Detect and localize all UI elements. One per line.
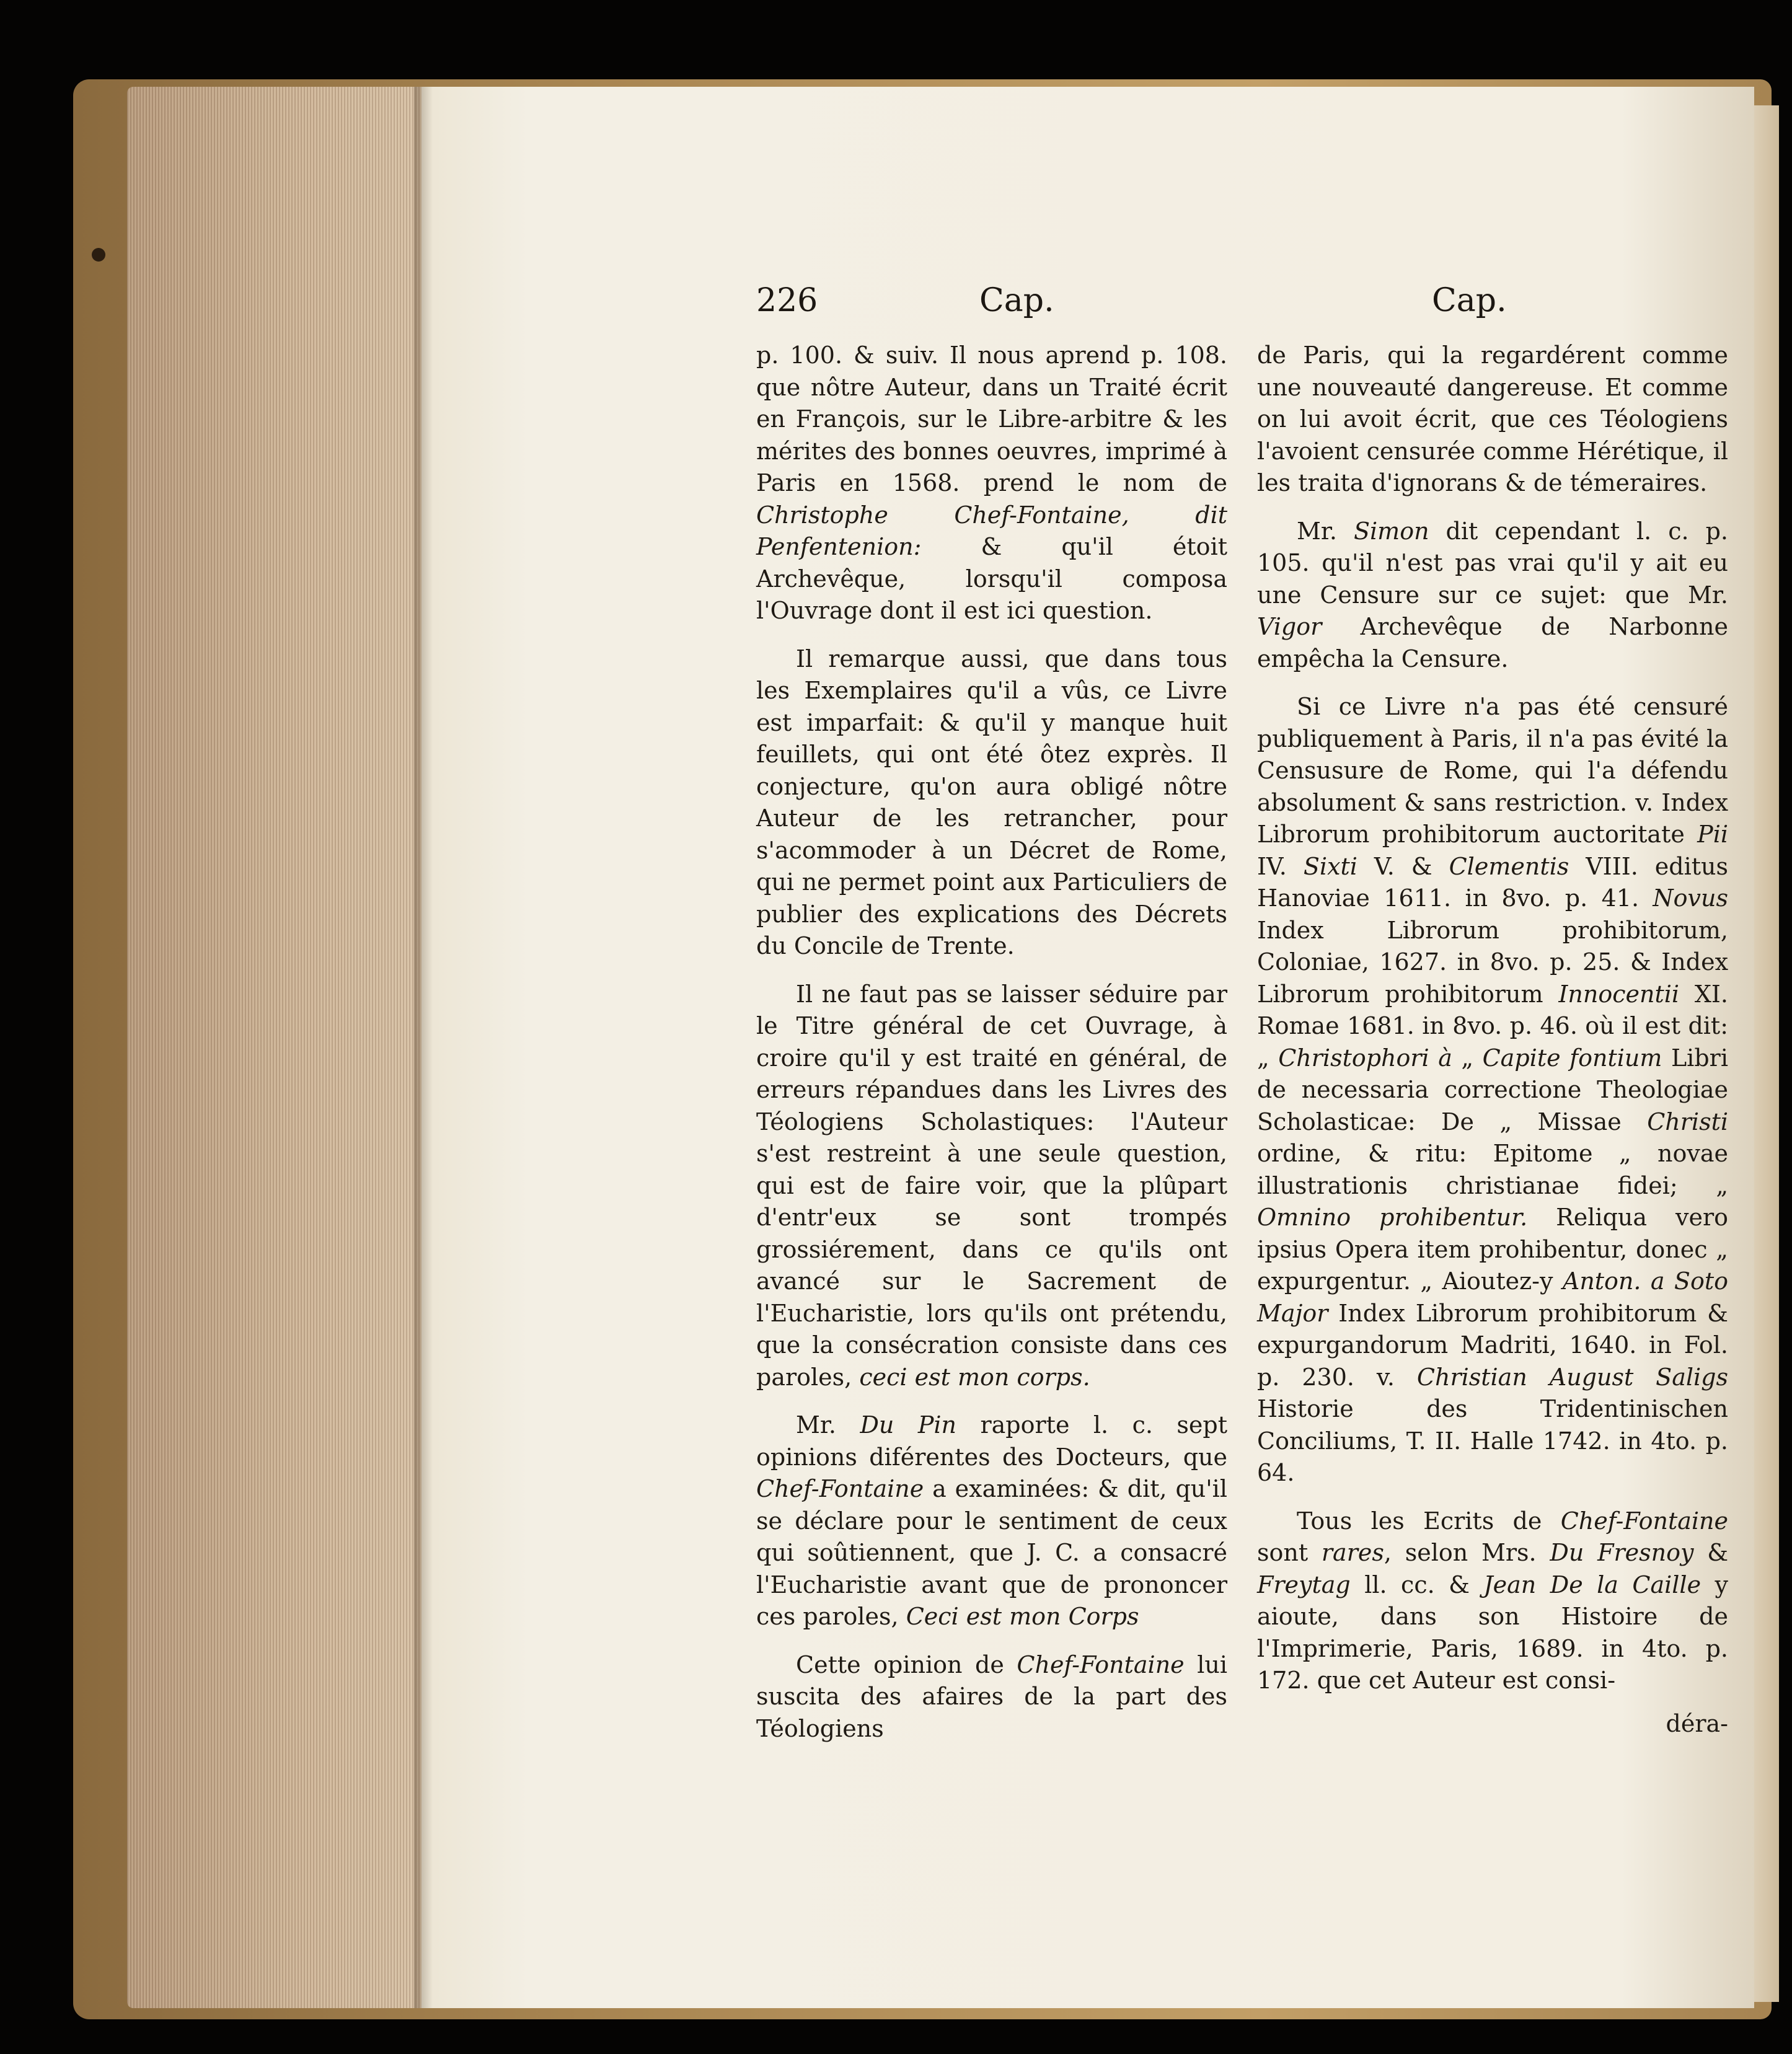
text-run: Il ne faut pas se laisser séduire par le Titre général de cet Ouvrage, à croire qu'il y est traité en général, de erreurs répandues dans les Livres des Téologiens Scholastiques: l'Auteur s'est restreint à une seule question, qui est de faire voir, que la plûpart d'entr'eux se sont trompés grossiérement, dans ce qu'ils ont avancé sur le Sacrement de l'Eucharistie, lors qu'ils ont prétendu, que la consécration consiste dans ces paroles, <box>756 980 1227 1391</box>
gutter-shadow <box>414 87 433 2008</box>
text-run: VIII. editus Hanoviae 1611. in 8vo. p. 41. <box>1257 852 1728 912</box>
text-run: V. & <box>1357 852 1449 880</box>
text-run: a examinées: & dit, qu'il se déclare pour le sentiment de ceux qui soûtiennent, que J. C. a consacré l'Eucharistie avant que de prononcer ces paroles, <box>756 1475 1227 1630</box>
page-number: 226 <box>756 282 818 319</box>
text-run: Il remarque aussi, que dans tous les Exemplaires qu'il a vûs, ce Livre est imparfait: & qu'il y manque huit feuillets, qui ont été ôtez exprès. Il conjecture, qu'on aura obligé nôtre Auteur de les retrancher, pour s'acommoder à un Décret de Rome, qui ne permet point aux Particuliers de publier des explications des Décrets du Concile de Trente. <box>756 645 1227 959</box>
text-run: & <box>1693 1539 1729 1566</box>
binding-hole <box>92 248 105 262</box>
paragraph <box>756 340 1227 627</box>
paragraph <box>1257 691 1728 1489</box>
italic-text: Du Fresnoy <box>1550 1539 1694 1566</box>
paragraph <box>1257 1505 1728 1697</box>
paragraph <box>756 1649 1227 1745</box>
italic-text: Innocentii <box>1558 980 1680 1008</box>
text-run: Index Librorum prohibitorum, Coloniae, 1627. in 8vo. p. 25. & Index Librorum prohibitorum <box>1257 916 1728 1008</box>
text-run: Mr. <box>1297 517 1354 545</box>
text-run: dit cependant l. c. p. 105. qu'il n'est pas vrai qu'il y ait eu une Censure sur ce sujet: que Mr. <box>1257 517 1728 609</box>
running-head-left: Cap. <box>979 282 1054 319</box>
italic-text: Pii <box>1697 821 1728 848</box>
italic-text: Christophori à <box>1278 1044 1452 1072</box>
italic-text: Christophe Chef-Fontaine, dit Penfentenion: <box>756 501 1227 560</box>
left-column <box>756 340 1227 1761</box>
text-run: & qu'il étoit Archevêque, lorsqu'il composa l'Ouvrage dont il est ici question. <box>756 533 1227 624</box>
italic-text: Anton. a Soto Major <box>1257 1267 1728 1327</box>
italic-text: Christian August Saligs <box>1416 1363 1729 1391</box>
paragraph <box>756 643 1227 963</box>
italic-text: Jean De la Caille <box>1483 1571 1702 1598</box>
italic-text: Chef-Fontaine <box>756 1475 924 1502</box>
text-run: sont <box>1257 1539 1322 1566</box>
text-run: Cette opinion de <box>796 1651 1017 1678</box>
text-run: , selon Mrs. <box>1384 1539 1550 1566</box>
paragraph <box>756 979 1227 1394</box>
text-run: Si ce Livre n'a pas été censuré publiquement à Paris, il n'a pas évité la Censusure de Rome, qui l'a défendu absolument & sans restriction. v. Index Librorum prohibitorum auctoritate <box>1257 693 1728 848</box>
running-head-right: Cap. <box>1432 282 1507 319</box>
italic-text: Freytag <box>1257 1571 1351 1598</box>
text-run: lui suscita des afaires de la part des Téologiens <box>756 1651 1227 1742</box>
text-run: raporte l. c. sept opinions diférentes des Docteurs, que <box>756 1411 1227 1471</box>
italic-text: Chef-Fontaine <box>1560 1507 1728 1535</box>
text-run: Index Librorum prohibitorum & expurgandorum Madriti, 1640. in Fol. p. 230. v. <box>1257 1299 1728 1391</box>
text-run: Mr. <box>796 1411 860 1439</box>
italic-text: Sixti <box>1303 852 1357 880</box>
catchword: déra- <box>1666 1709 1728 1737</box>
text-run: Historie des Tridentinischen Conciliums, T. II. Halle 1742. in 4to. p. 64. <box>1257 1395 1728 1486</box>
italic-text: rares <box>1321 1539 1384 1566</box>
text-run: p. 100. & suiv. Il nous aprend p. 108. que nôtre Auteur, dans un Traité écrit en François, sur le Libre-arbitre & les mérites des bonnes oeuvres, imprimé à Paris en 1568. prend le nom de <box>756 342 1227 496</box>
text-run: y aioute, dans son Histoire de l'Imprimerie, Paris, 1689. in 4to. p. 172. que cet Auteur est consi- <box>1257 1571 1728 1694</box>
text-run: Libri de necessaria correctione Theologiae Scholasticae: De „ Missae <box>1257 1044 1728 1135</box>
italic-text: Vigor <box>1257 613 1322 640</box>
italic-text: Novus <box>1653 884 1728 912</box>
text-run: de Paris, qui la regardérent comme une nouveauté dangereuse. Et comme on lui avoit écrit, que ces Téologiens l'avoient censurée comme Hérétique, il les traita d'ignorans & de témeraires. <box>1257 342 1728 496</box>
page-edges <box>127 87 422 2008</box>
paragraph <box>1257 516 1728 676</box>
text-run: IV. <box>1257 852 1304 880</box>
text-run: Archevêque de Narbonne empêcha la Censure. <box>1257 613 1728 672</box>
text-run: „ <box>1452 1044 1483 1072</box>
italic-text: ceci est mon corps. <box>859 1363 1090 1391</box>
italic-text: Chef-Fontaine <box>1017 1651 1185 1678</box>
italic-text: Du Pin <box>860 1411 957 1439</box>
italic-text: Simon <box>1353 517 1429 545</box>
italic-text: Omnino prohibentur. <box>1257 1204 1528 1231</box>
text-run: Tous les Ecrits de <box>1297 1507 1561 1535</box>
italic-text: Clementis <box>1449 852 1569 880</box>
text-run: ordine, & ritu: Epitome „ novae illustrationis christianae fidei; „ <box>1257 1140 1728 1199</box>
text-run: XI. Romae 1681. in 8vo. p. 46. où il est dit: „ <box>1257 980 1728 1072</box>
text-run: Reliqua vero ipsius Opera item prohibentur, donec „ expurgentur. „ Aioutez-y <box>1257 1204 1728 1295</box>
right-column <box>1257 340 1728 1740</box>
italic-text: Christi <box>1647 1108 1728 1135</box>
italic-text: Ceci est mon Corps <box>906 1603 1139 1630</box>
paragraph <box>1257 340 1728 500</box>
paragraph <box>756 1409 1227 1633</box>
page-header <box>756 282 1705 332</box>
text-run: ll. cc. & <box>1350 1571 1484 1598</box>
italic-text: Capite fontium <box>1482 1044 1662 1072</box>
